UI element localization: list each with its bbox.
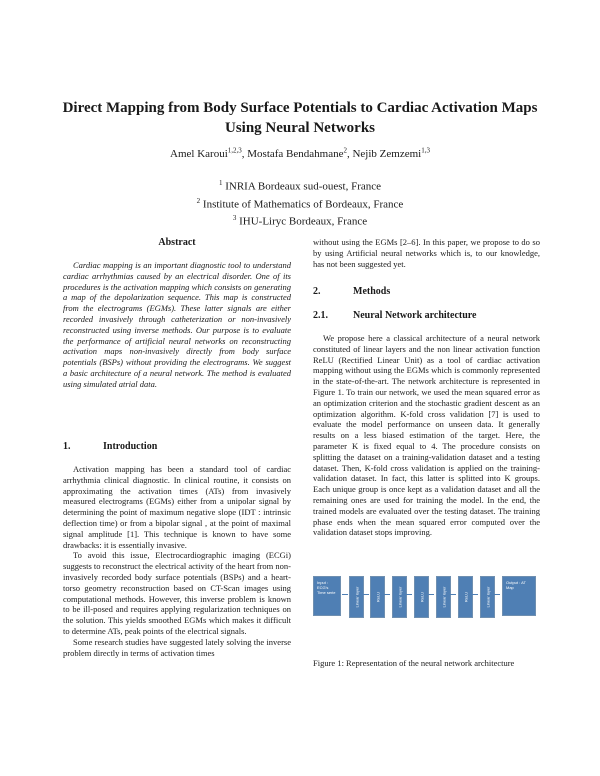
author-1: Amel Karoui$^{1,2,3}$,: [170, 146, 248, 160]
subsection-nn-architecture-heading: 2.1. Neural Network architecture: [313, 310, 477, 321]
layer-block-3: Linear layer: [392, 576, 407, 618]
affiliation-2: $^2$ Institute of Mathematics of Bordeaux, France: [196, 196, 404, 211]
affiliations: [40, 176, 560, 229]
intro-continuation: without using the EGMs [2–6]. In this paper, we propose to do so by using Artificial neural networks which is, to our knowledge, has not been suggested yet.: [313, 237, 540, 269]
affiliation-3: $^3$ IHU-Liryc Bordeaux, France: [232, 214, 368, 228]
arrow-connector: [450, 594, 456, 595]
abstract-body: [63, 260, 291, 390]
right-column-continuation: [313, 237, 540, 269]
author-3: Nejib Zemzemi$^{1,3}$: [352, 146, 430, 160]
layer-block-1: Linear layer: [349, 576, 364, 618]
title-line-2: Using Neural Networks: [225, 120, 375, 136]
introduction-body: [63, 464, 291, 658]
layer-block-6: ReLU: [458, 576, 473, 618]
input-block: Input : ECG's Time serie: [313, 576, 341, 616]
layer-block-2: ReLU: [370, 576, 385, 618]
arrow-connector: [428, 594, 434, 595]
intro-paragraph-3: Some research studies have suggested lately solving the inverse problem directly in terms of activation times: [63, 636, 291, 658]
figure-1-diagram: [313, 570, 540, 630]
layer-block-5: Linear layer: [436, 576, 451, 618]
author-list: [40, 146, 560, 160]
layer-block-7: Linear layer: [480, 576, 495, 618]
arrow-connector: [472, 594, 478, 595]
author-2: Mostafa Bendahmane$^2$,: [247, 146, 353, 160]
nn-architecture-body: [313, 333, 540, 538]
paper-title: [40, 98, 560, 138]
nn-paragraph: We propose here a classical architecture of a neural network constituted of linear layers and the non linear activation function ReLU (Rectified Linear Unit) as a tool of cardiac activation mapping without using the EGMs which is commonly represented in the state-of-the-art. The network architecture is represented in Figure 1. To train our network, we used the mean squared error as an optimization criterion and the stochastic gradient descent as an optimization algorithm. K-fold cross validation [7] is used to evaluate the model performance on unseen data. It generally results on a less biased estimation of the target. Here, the parameter K is fixed equal to 4. The procedure consists on splitting the dataset on a training-validation dataset and a testing dataset. Then, K-fold cross validation is applied on the training-validation dataset. In fact, this latter is splitted into K groups. Each unique group is once kept as a validation dataset and all the remaining ones are used for training the model. In the end, the trained models are evaluated over the testing dataset. The training phase ends when the mean squared error computed over the validation dataset stops improving.: [313, 333, 540, 538]
arrow-connector: [406, 594, 412, 595]
arrow-connector: [384, 594, 390, 595]
layer-block-4: ReLU: [414, 576, 429, 618]
intro-paragraph-2: To avoid this issue, Electrocardiographic imaging (ECGi) suggests to reconstruct the electrical activity of the heart from non-invasively recorded body surface potentials (BSPs) and a heart-torso geometry reconstruction based on CT-Scan images using computational methods. However, this inverse problem is known to be ill-posed and requires applying regularization techniques on the solution. This yields smoothed EGMs which makes it difficult to determine ATs, peak points of the electrical signals.: [63, 550, 292, 636]
section-methods-heading: 2. Methods: [313, 286, 391, 297]
output-block: Output : AT Map: [502, 576, 536, 616]
arrow-connector: [363, 594, 369, 595]
arrow-connector: [342, 594, 348, 595]
title-line-1: Direct Mapping from Body Surface Potentials to Cardiac Activation Maps: [62, 100, 538, 116]
figure-1-caption: Figure 1: Representation of the neural network architecture: [313, 658, 515, 668]
section-introduction-heading: 1. Introduction: [63, 441, 158, 452]
abstract-text: Cardiac mapping is an important diagnostic tool to understand cardiac arrhythmias caused by an electrical disorder. One of its procedures is the activation mapping which consists on generating a map of the depolarization sequence. This map is constructed from the electrograms (EGMs). These latter signals are either recorded invasively through catheterization or non-invasively reconstructed using inverse methods. Our purpose is to evaluate the performance of artificial neural networks on reconstructing activation maps non-invasively directly from body surface potentials (BSPs) without providing the electrograms. We suggest a basic architecture of a neural network. The method is evaluated using simulated atrial data.: [63, 260, 291, 389]
affiliation-1: $^1$ INRIA Bordeaux sud-ouest, France: [218, 179, 382, 193]
abstract-heading: Abstract: [158, 237, 196, 248]
intro-paragraph-1: Activation mapping has been a standard tool of cardiac arrhythmia clinical diagnostic. In clinical routine, it consists on approximating the activation times (ATs) from invasively measured electrograms (EGMs) either from a unipolar signal by determining the point of maximum negative slope (IDT : intrinsic deflection time) or from a bipolar signal , at the point of maximal signal amplitude [1]. This technique is known to have some drawbacks: it is essentially invasive.: [63, 464, 291, 550]
arrow-connector: [494, 594, 500, 595]
